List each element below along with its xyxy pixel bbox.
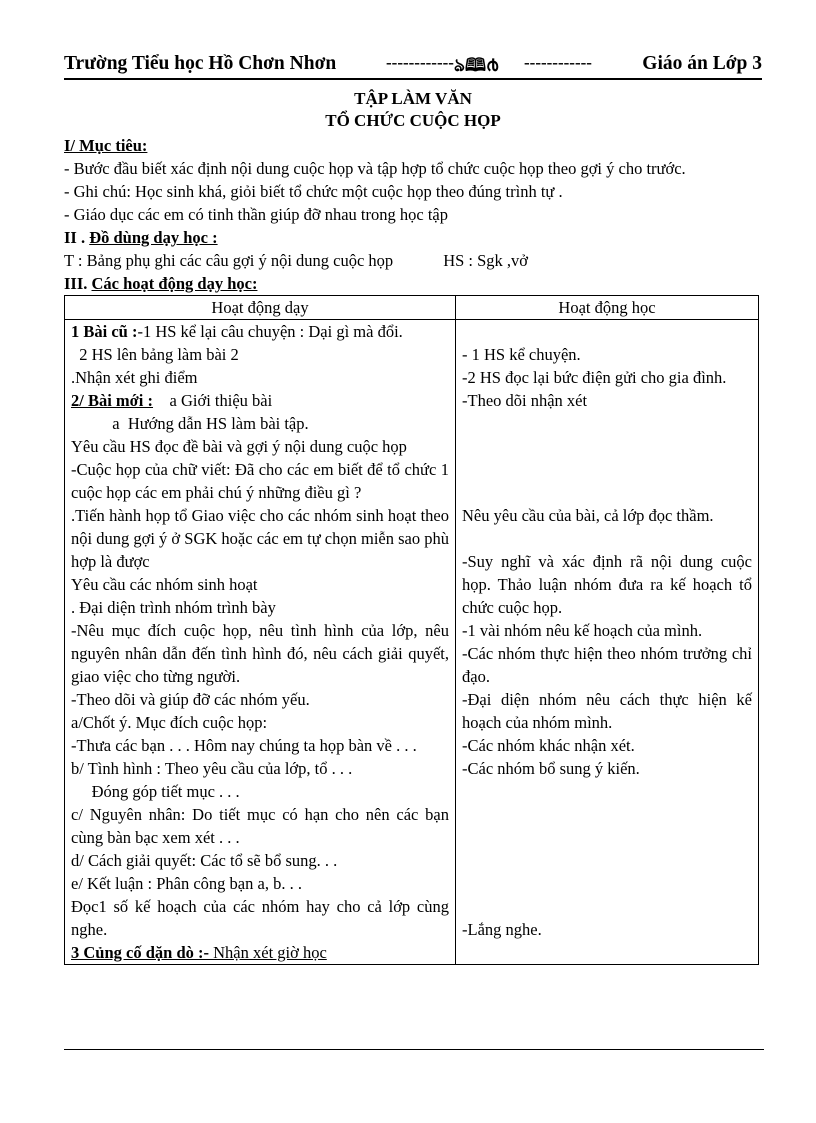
student-line: -Đại diện nhóm nêu cách thực hiện kế hoạch của nhóm mình.	[462, 690, 752, 732]
objective-item-1: - Bước đầu biết xác định nội dung cuộc họp và tập hợp tổ chức cuộc họp theo gợi ý cho trước.	[64, 159, 686, 178]
teacher-line: Đọc1 số kế hoạch của các nhóm hay cho cả lớp cùng nghe.	[71, 897, 449, 939]
header-dashes-left: ------------	[386, 53, 454, 72]
grade-label: Giáo án Lớp 3	[642, 53, 762, 74]
teacher-line: d/ Cách giải quyết: Các tổ sẽ bổ sung. . .	[71, 851, 338, 870]
teacher-line: -Theo dõi và giúp đỡ các nhóm yếu.	[71, 690, 310, 709]
student-line: -1 vài nhóm nêu kế hoạch của mình.	[462, 621, 703, 640]
teacher-activities-cell	[65, 320, 456, 965]
teacher-line: a Hướng dẫn HS làm bài tập.	[71, 414, 309, 433]
teacher-line: Đóng góp tiết mục . . .	[71, 782, 240, 801]
page-header	[64, 48, 762, 80]
student-line: -Theo dõi nhận xét	[462, 391, 588, 410]
materials-line	[64, 249, 762, 272]
activities-heading-prefix: III.	[64, 274, 92, 293]
student-activities-cell	[456, 320, 759, 965]
teacher-line: .Nhận xét ghi điểm	[71, 368, 198, 387]
objective-item-3: - Giáo dục các em có tinh thần giúp đỡ nhau trong học tập	[64, 205, 448, 224]
student-line: Nêu yêu cầu của bài, cả lớp đọc thầm.	[462, 506, 714, 525]
student-line: -Lắng nghe.	[462, 920, 542, 939]
teacher-line: b/ Tình hình : Theo yêu cầu của lớp, tổ . . .	[71, 759, 353, 778]
consolidation-label: 3 Củng cố dặn dò :-	[71, 943, 209, 962]
teacher-line: e/ Kết luận : Phân công bạn a, b. . .	[71, 874, 302, 893]
teacher-line: Yêu cầu các nhóm sinh hoạt	[71, 575, 258, 594]
lesson-plan-page	[64, 48, 762, 965]
student-line: -Suy nghĩ và xác định rã nội dung cuộc họp. Thảo luận nhóm đưa ra kế hoạch tổ chức cuộc họp.	[462, 552, 752, 617]
teacher-line: a/Chốt ý. Mục đích cuộc họp:	[71, 713, 268, 732]
activities-heading	[64, 272, 762, 295]
objective-item-2: - Ghi chú: Học sinh khá, giỏi biết tổ chức một cuộc họp theo đúng trình tự .	[64, 182, 563, 201]
materials-heading-text: Đồ dùng dạy học :	[89, 228, 218, 247]
objectives-heading: I/ Mục tiêu:	[64, 136, 148, 155]
new-lesson-label: 2/ Bài mới :	[71, 391, 154, 410]
activities-heading-text: Các hoạt động dạy học:	[91, 274, 258, 293]
teacher-line: 1 Bài cũ :-1 HS kể lại câu chuyện : Dại gì mà đổi.	[71, 322, 403, 341]
teacher-line: 2 HS lên bảng làm bài 2	[71, 345, 239, 364]
teacher-line: -Nêu mục đích cuộc họp, nêu tình hình của lớp, nêu nguyên nhân dẫn đến tình hình đó, nêu cách giải quyết, giao việc cho từng người.	[71, 621, 449, 686]
materials-heading	[64, 226, 762, 249]
activities-table	[64, 295, 759, 965]
student-line: -2 HS đọc lại bức điện gửi cho gia đình.	[462, 368, 727, 387]
student-line: -Các nhóm bổ sung ý kiến.	[462, 759, 640, 778]
teacher-line: 2/ Bài mới : a Giới thiệu bài	[71, 391, 273, 410]
old-lesson-label: 1 Bài cũ :	[71, 322, 138, 341]
teacher-line: .Tiến hành họp tổ Giao việc cho các nhóm sinh hoạt theo nội dung gợi ý ở SGK hoặc các em tự chọn miễn sao phù hợp là được	[71, 506, 449, 571]
header-ornament-icon: ঌ🕮൪	[454, 55, 499, 75]
lesson-name: TỔ CHỨC CUỘC HỌP	[325, 111, 501, 130]
school-name: Trường Tiểu học Hồ Chơn Nhơn	[64, 53, 337, 74]
student-materials: HS : Sgk ,vở	[443, 251, 529, 270]
header-dashes-right: ------------	[524, 53, 592, 72]
student-line: - 1 HS kể chuyện.	[462, 345, 581, 364]
teacher-line: 3 Củng cố dặn dò :- Nhận xét giờ học	[71, 943, 327, 962]
student-line: -Các nhóm khác nhận xét.	[462, 736, 635, 755]
lesson-title	[64, 88, 762, 132]
materials-heading-prefix: II .	[64, 228, 90, 247]
subject-title: TẬP LÀM VĂN	[354, 89, 472, 108]
student-column-header: Hoạt động học	[456, 296, 759, 320]
bottom-rule	[64, 1049, 764, 1050]
teacher-line: -Cuộc họp của chữ viết: Đã cho các em biết để tổ chức 1 cuộc họp các em phải chú ý những điều gì ?	[71, 460, 449, 502]
teacher-line: c/ Nguyên nhân: Do tiết mục có hạn cho nên các bạn cùng bàn bạc xem xét . . .	[71, 805, 449, 847]
student-line: -Các nhóm thực hiện theo nhóm trưởng chỉ đạo.	[462, 644, 752, 686]
teacher-materials: T : Bảng phụ ghi các câu gợi ý nội dung cuộc họp	[64, 251, 394, 270]
teacher-line: -Thưa các bạn . . . Hôm nay chúng ta họp bàn về . . .	[71, 736, 417, 755]
teacher-line: Yêu cầu HS đọc đề bài và gợi ý nội dung cuộc họp	[71, 437, 407, 456]
teacher-column-header: Hoạt động dạy	[65, 296, 456, 320]
teacher-line: . Đại diện trình nhóm trình bày	[71, 598, 276, 617]
